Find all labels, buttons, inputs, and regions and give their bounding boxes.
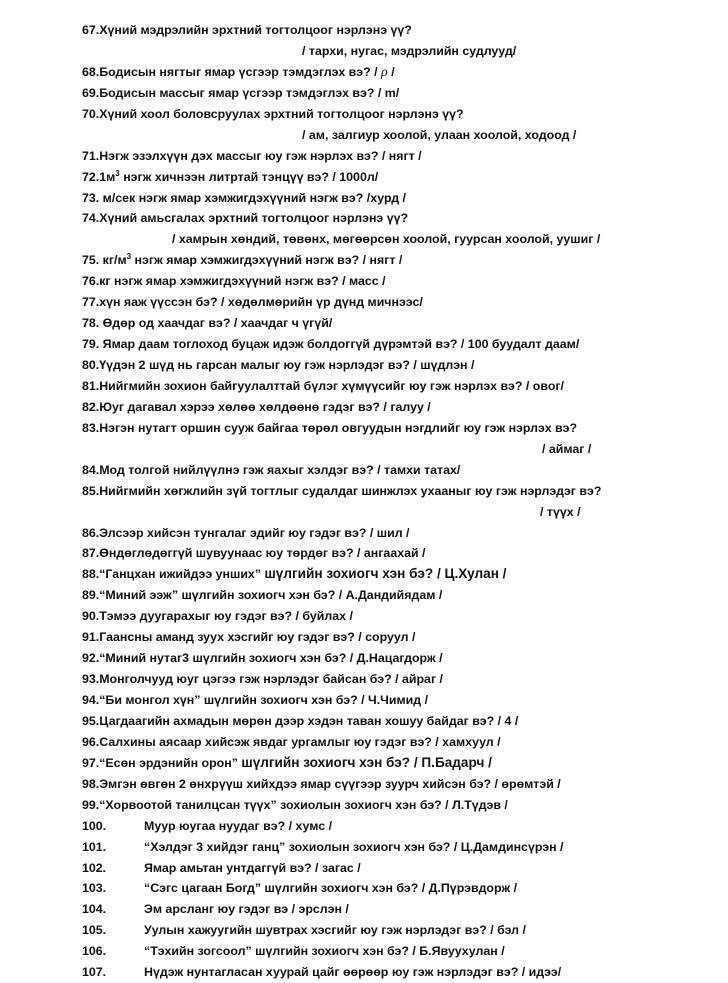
question-line: 86.Элсээр хийсэн тунгалаг эдийг юу гэдэг вэ? / шил / — [82, 525, 410, 540]
question-line: 93.Монголчууд юуг цэгээ гэж нэрлэдэг байсан бэ? / айраг / — [82, 672, 443, 687]
question-line: 67.Хүний мэдрэлийн эрхтний тогтолцоог нэрлэнэ үү? — [82, 23, 412, 37]
question-line: 90.Тэмээ дуугарахыг юу гэдэг вэ? / буйлах / — [82, 609, 353, 624]
question-line: 78. Өдөр од хаачдаг вэ? / хаачдаг ч үгүй/ — [82, 316, 333, 331]
question-text: 75. кг/м — [82, 253, 127, 268]
numbered-question-line — [82, 878, 702, 899]
question-text: “Хэлдэг 3 хийдэг ганц” зохиолын зохиогч хэн бэ? / Ц.Дамдинсүрэн / — [144, 839, 564, 854]
question-text: 97.“Есөн эрдэнийн орон” — [82, 755, 242, 770]
question-line: 84.Мод толгой нийлүүлнэ гэж яахыг хэлдэг вэ? / тамхи татах/ — [82, 462, 461, 477]
answer-line: / ам, залгиур хоолой, улаан хоолой, ходоод / — [302, 127, 577, 142]
question-text: 68.Бодисын нягтыг ямар үсгээр тэмдэглэх вэ? / — [82, 64, 382, 79]
question-number: 100. — [82, 818, 107, 833]
numbered-question-line — [82, 816, 702, 837]
numbered-question-line — [82, 941, 702, 962]
question-line: 81.Нийгмийн зохион байгуулалттай бүлэг хүмүүсийг юу гэж нэрлэх вэ? / овог/ — [82, 378, 564, 393]
question-text: 72.1м — [82, 169, 116, 184]
numbered-question-line — [82, 962, 702, 983]
question-line: 80.Үүдэн 2 шүд нь гарсан малыг юу гэж нэрлэдэг вэ? / шүдлэн / — [82, 358, 475, 372]
question-line: 69.Бодисын массыг ямар үсгээр тэмдэглэх вэ? / m/ — [82, 85, 400, 100]
question-text: 88.“Ганцхан ижийдээ унших” — [82, 567, 265, 582]
question-line: 83.Нэгэн нутагт оршин сууж байгаа төрөл овгуудын нэгдлийг юу гэж нэрлэх вэ? — [82, 420, 578, 435]
question-number: 105. — [82, 923, 107, 938]
superscript: 3 — [126, 252, 132, 262]
question-tail-large: шүлгийн зохиогч хэн бэ? / Ц.Хулан / — [264, 566, 507, 582]
answer-tail: / — [387, 64, 395, 79]
question-line — [82, 564, 702, 585]
question-number: 104. — [82, 902, 107, 917]
document-page — [82, 20, 702, 983]
question-number: 106. — [82, 944, 107, 959]
question-tail: нэгж ямар хэмжигдэхүүний нэгж вэ? / нягт / — [131, 253, 403, 268]
question-line — [82, 62, 702, 83]
numbered-question-line — [82, 920, 702, 941]
question-line: 95.Цагдаагийн ахмадын мөрөн дээр хэдэн таван хошуу байдаг вэ? / 4 / — [82, 713, 519, 728]
question-text: Нүдэж нунтагласан хуурай цайг өөрөөр юу гэж нэрлэдэг вэ? / идээ/ — [144, 965, 562, 980]
answer-line: / аймаг / — [542, 441, 592, 456]
question-line: 74.Хүний амьсгалах эрхтний тогтолцоог нэрлэнэ үү? — [82, 211, 409, 226]
answer-line: / тархи, нугас, мэдрэлийн судлууд/ — [302, 43, 517, 58]
question-number: 102. — [82, 860, 107, 875]
question-line: 92.“Миний нутаг3 шүлгийн зохиогч хэн бэ? / Д.Нацагдорж / — [82, 651, 443, 666]
question-text: “Тэхийн зогсоол” шүлгийн зохиогч хэн бэ? / Б.Явуухулан / — [144, 944, 505, 959]
question-line: 89.“Миний ээж” шүлгийн зохиогч хэн бэ? / А.Дандийядам / — [82, 588, 443, 603]
rho-symbol: ρ — [381, 64, 388, 80]
question-line: 91.Гаансны аманд зуух хэсгийг юу гэдэг вэ? / соруул / — [82, 630, 416, 645]
question-number: 101. — [82, 839, 107, 854]
question-line: 99.“Хорвоотой танилцсан түүх” зохиолын зохиогч хэн бэ? / Л.Түдэв / — [82, 797, 508, 812]
question-line — [82, 167, 702, 188]
question-tail-large: шүлгийн зохиогч хэн бэ? / П.Бадарч / — [241, 754, 492, 770]
numbered-question-line — [82, 858, 702, 879]
question-line: 77.хүн яаж үүссэн бэ? / хөдөлмөрийн үр дүнд мичнээс/ — [82, 295, 423, 310]
answer-line: / түүх / — [540, 504, 581, 519]
question-number: 103. — [82, 881, 107, 896]
question-text: Уулын хажуугийн шувтрах хэсгийг юу гэж нэрлэдэг вэ? / бэл / — [144, 923, 526, 938]
question-tail: нэгж хичнээн литртай тэнцүү вэ? / 1000л/ — [119, 169, 379, 184]
question-text: Ямар амьтан унтдаггүй вэ? / загас / — [144, 860, 361, 875]
numbered-question-line — [82, 899, 702, 920]
question-line: 76.кг нэгж ямар хэмжигдэхүүний нэгж вэ? / масс / — [82, 274, 386, 289]
question-line — [82, 250, 702, 271]
question-line: 98.Эмгэн өвгөн 2 өнхрүүш хийхдээ ямар сүүгээр зуурч хийсэн бэ? / өрөмтэй / — [82, 776, 561, 791]
numbered-question-line — [82, 837, 702, 858]
question-line: 70.Хүний хоол боловсруулах эрхтний тогтолцоог нэрлэнэ үү? — [82, 106, 464, 121]
question-number: 107. — [82, 965, 107, 980]
question-text: Муур юугаа нуудаг вэ? / хумс / — [144, 818, 333, 833]
question-line: 94.“Би монгол хүн” шүлгийн зохиогч хэн бэ? / Ч.Чимид / — [82, 693, 429, 707]
answer-line: / хамрын хөндий, төвөнх, мөгөөрсөн хоолой, гуурсан хоолой, уушиг / — [172, 232, 601, 247]
question-line: 79. Ямар даам тоглоход буцаж идэж болдоггүй дүрэмтэй вэ? / 100 буудалт даам/ — [82, 337, 580, 352]
question-line: 85.Нийгмийн хөгжлийн зүй тогтлыг судалдаг шинжлэх ухааныг юу гэж нэрлэдэг вэ? — [82, 483, 602, 498]
question-line: 87.Өндөглөдөггүй шувуунаас юу төрдөг вэ? / ангаахай / — [82, 546, 426, 561]
question-text: Эм арсланг юу гэдэг вэ / эрслэн / — [144, 902, 349, 917]
question-line: 96.Салхины аясаар хийсэж явдаг ургамлыг юу гэдэг вэ? / хамхуул / — [82, 734, 501, 749]
question-line: 82.Юуг дагавал хэрээ хөлөө хөлдөөнө гэдэг вэ? / галуу / — [82, 399, 431, 414]
question-line — [82, 753, 702, 774]
question-text: “Сэгс цагаан Богд” шүлгийн зохиогч хэн бэ? / Д.Пүрэвдорж / — [144, 881, 518, 896]
superscript: 3 — [115, 168, 120, 178]
question-line: 73. м/сек нэгж ямар хэмжигдэхүүний нэгж вэ? /хурд / — [82, 190, 407, 205]
question-line: 71.Нэгж эзэлхүүн дэх массыг юу гэж нэрлэх вэ? / нягт / — [82, 148, 422, 163]
